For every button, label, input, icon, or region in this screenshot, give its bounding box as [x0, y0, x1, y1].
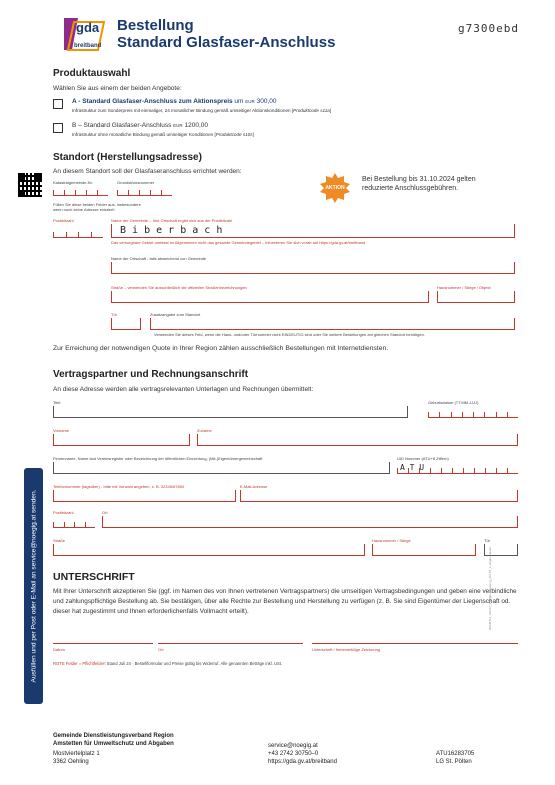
produktauswahl-intro: Wählen Sie aus einem der beiden Angebote: — [53, 85, 182, 92]
signature-line[interactable] — [312, 643, 518, 644]
label-firma: Firmenname, Name laut Vereinsregister oder Bezeichnung der öffentlichen Einrichtung, (Mit-)Eigentümergemeinschaft — [53, 456, 263, 461]
section-heading-produktauswahl: Produktauswahl — [53, 68, 131, 79]
katastralgemeinde-input[interactable] — [53, 186, 108, 196]
footer-org-line2: Amstetten für Umweltschutz und Abgaben — [53, 741, 174, 747]
logo-text: gda — [76, 20, 100, 35]
vertrag-strasse-input[interactable] — [53, 544, 365, 556]
standort-tuer-input[interactable] — [111, 318, 141, 330]
unterschrift-text: Mit Ihrer Unterschrift akzeptieren Sie (ggf. im Namen des von Ihnen vertretenen Vertragspartners) die umseitigen Vertragsbedingungen und geben eine verbindliche und zahlungspflichtige Bestellung ab. Sie bestätigen, über alle Rechte zur Bestellung und Herstellung zu verfügen (z. B. Sie sind Eigentümer der Liegenschaft od. dieser hat zugestimmt und Ihnen erforderlichenfalls Vollmacht erteilt). — [53, 588, 517, 615]
option-b-desc — [72, 132, 254, 137]
label-plz: Postleitzahl — [53, 218, 74, 223]
label-vertrag-hausnr: Hausnummer / Stiege — [372, 538, 411, 543]
option-a-code: Produktcode s11a — [293, 108, 330, 113]
ort-line[interactable] — [158, 643, 303, 644]
footer-atu: ATU16283705 — [436, 751, 475, 757]
option-b-currency: EUR — [173, 123, 183, 128]
gemeinde-note: Das versorgbare Gebiet umfasst im Allgemeinen nicht das gesamte Gemeindegebiet – informieren Sie sich vorab auf https://gda.gv.at/breitband — [111, 240, 366, 245]
side-code: 20240711_v02.07_1.single-enquire-g_v02.07_1.single-anquire — [488, 546, 492, 630]
page-title-line2: Standard Glasfaser-Anschluss — [117, 34, 336, 51]
standort-strasse-input[interactable] — [111, 291, 429, 303]
option-b-title — [72, 122, 208, 130]
footer-web: https://gda.gv.at/breitband — [268, 759, 337, 765]
vertrag-ort-input[interactable] — [102, 516, 518, 528]
footer-contact — [268, 742, 337, 766]
option-b-close: ] — [252, 132, 254, 137]
geburtsdatum-input[interactable] — [428, 406, 518, 418]
standort-intro: An diesem Standort soll der Glasfaseranschluss errichtet werden: — [53, 168, 242, 175]
option-a-title-text: A - Standard Glasfaser-Anschluss zum Aktionspreis — [72, 98, 233, 105]
label-gemeinde: Name der Gemeinde – Ihre Ortschaft ergibt sich aus der Postleitzahl — [111, 218, 233, 223]
footer-city: 3362 Oehling — [53, 759, 89, 765]
label-ortschaft: Name der Ortschaft - falls abweichend von Gemeinde — [111, 256, 207, 261]
option-b-price: 1200,00 — [182, 122, 208, 129]
option-a-desc-text: Infrastruktur zum Sonderpreis mit einmaliger, 24 monatlicher Bindung gemäß umseitiger Aktionskonditionen [ — [72, 108, 294, 113]
option-b-code: Produktcode s10s — [215, 132, 253, 137]
option-b-title-text: B – Standard Glasfaser-Anschluss — [72, 122, 174, 129]
vertrag-intro: An diese Adresse werden alle vertragsrelevanten Unterlagen und Rechnungen übermittelt: — [53, 386, 314, 393]
option-a-checkbox[interactable] — [53, 99, 63, 109]
option-b-desc-text: Infrastruktur ohne monatliche Bindung gemäß umseitiger Konditionen [ — [72, 132, 216, 137]
footnote-text: Stand Juli 24 · Bestellformular und Preise gültig bis Widerruf. Alle genannten Beträge inkl. USt. — [105, 661, 283, 666]
label-vertrag-tuer: Tür — [484, 538, 490, 543]
label-vorname: Vorname — [53, 428, 70, 433]
zusatz-note: Verwenden Sie dieses Feld, wenn die Haus- und/oder Türnummer nicht EINDEUTIG sind oder Sie weitere Bestellungen am gleichen Standort benötigen. — [154, 332, 425, 337]
firma-input[interactable] — [53, 462, 390, 474]
vertrag-hausnr-input[interactable] — [372, 544, 476, 556]
label-geburtsdatum: Geburtsdatum (TT.MM.JJJJ) — [428, 400, 479, 405]
document-code: g7300ebd — [458, 22, 519, 35]
side-instruction-bar — [24, 468, 43, 704]
option-a-price: 300,00 — [254, 98, 277, 105]
telefon-input[interactable] — [53, 490, 236, 502]
aktion-badge-label: AKTION — [325, 185, 345, 191]
footnote — [53, 661, 282, 666]
label-unterschrift-ort: Ort — [158, 647, 164, 652]
zusatz-input[interactable] — [150, 318, 515, 330]
aktion-text: Bei Bestellung bis 31.10.2024 gelten reduzierte Anschlussgebühren. — [362, 176, 476, 192]
section-heading-unterschrift: UNTERSCHRIFT — [53, 571, 135, 583]
footer-email: service@noegig.at — [268, 743, 318, 749]
option-b-checkbox[interactable] — [53, 123, 63, 133]
label-katastralgemeinde: Katastralgemeinde-Nr. — [53, 180, 93, 185]
label-uid: UID Nummer (ATU+8 Ziffern) — [397, 456, 449, 461]
label-telefon: Telefonnummer (tagsüber) - bitte mit Vorwahl angeben, z. B. 02345/67890 — [53, 484, 185, 489]
label-standort-tuer: Tür — [111, 312, 117, 317]
label-datum: Datum — [53, 647, 65, 652]
option-a-close: ] — [329, 108, 332, 113]
logo — [60, 14, 108, 54]
option-a-currency: EUR — [245, 99, 255, 104]
grundstuecksnummer-input[interactable] — [117, 186, 172, 196]
quote-text: Zur Erreichung der notwendigen Quote in Ihrer Region zählen ausschließlich Bestellungen mit Internetdiensten. — [53, 345, 389, 352]
footer-org-line1: Gemeinde Dienstleistungsverband Region — [53, 733, 174, 739]
note-fill-fields: Füllen Sie diese beiden Felder aus, insbesondere wenn noch keine Adresse existiert! — [53, 202, 141, 212]
vertrag-plz-input[interactable] — [53, 516, 95, 528]
uid-input[interactable] — [397, 462, 518, 474]
section-heading-standort: Standort (Herstellungsadresse) — [53, 152, 202, 163]
label-titel: Titel — [53, 400, 61, 405]
option-a-price-prefix: um — [232, 98, 246, 105]
standort-plz-input[interactable] — [53, 224, 103, 238]
logo-subtext: breitband — [74, 43, 102, 49]
footer-court: LG St. Pölten — [436, 759, 472, 765]
section-heading-vertrag: Vertragspartner und Rechnungsanschrift — [53, 369, 249, 380]
footer-org — [53, 732, 174, 766]
qr-code-icon — [18, 173, 42, 197]
label-zusatz: Zusatzangabe zum Standort — [150, 312, 201, 317]
label-email: E-Mail-Adresse — [240, 484, 268, 489]
page-title-line1: Bestellung — [117, 17, 194, 34]
standort-hausnr-input[interactable] — [437, 291, 515, 303]
vorname-input[interactable] — [53, 434, 190, 446]
uid-value: A T U — [400, 463, 425, 472]
datum-line[interactable] — [53, 643, 153, 644]
footer-street: Mostviertelplatz 1 — [53, 751, 100, 757]
footnote-required: ROTE Felder = Pflichtfelder! — [53, 661, 106, 666]
label-signature: Unterschrift / firmenmäßige Zeichnung — [312, 647, 381, 652]
titel-input[interactable] — [53, 406, 408, 418]
gemeinde-value: B i b e r b a c h — [120, 225, 223, 236]
label-standort-strasse: Straße – verwenden Sie ausschließlich die offiziellen Straßenbezeichnungen — [111, 285, 247, 290]
label-vertrag-ort: Ort — [102, 510, 108, 515]
footer-legal — [436, 750, 474, 766]
label-zuname: Zuname — [197, 428, 212, 433]
label-grundstuecksnummer: Grundstücksnummer — [117, 180, 155, 185]
zuname-input[interactable] — [197, 434, 518, 446]
label-vertrag-strasse: Straße — [53, 538, 66, 543]
label-standort-hausnr: Hausnummer / Stiege / Objekt — [437, 285, 491, 290]
option-a-title — [72, 98, 276, 106]
gemeinde-input[interactable] — [111, 224, 515, 238]
ortschaft-input[interactable] — [111, 262, 515, 274]
option-a-desc — [72, 108, 331, 113]
side-instruction-text: Ausfüllen und per Post oder E-Mail an service@noegig.at senden. — [30, 489, 37, 683]
email-input[interactable] — [240, 490, 518, 502]
footer-phone: +43 2742 30750–0 — [268, 751, 319, 757]
label-vertrag-plz: Postleitzahl — [53, 510, 74, 515]
aktion-badge-icon — [319, 172, 351, 204]
